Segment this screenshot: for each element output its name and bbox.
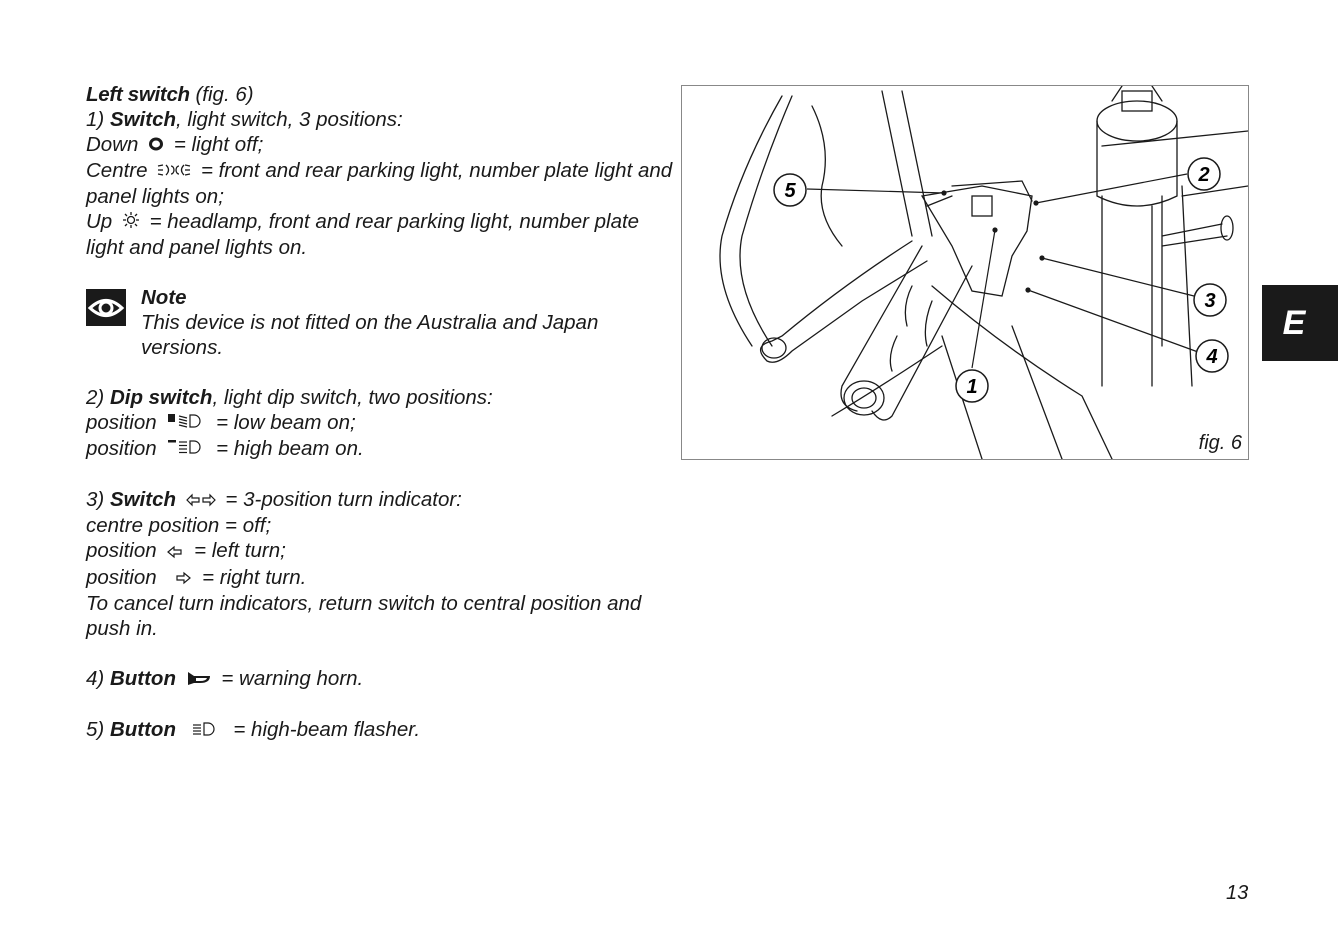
item-name: Switch	[109, 108, 177, 131]
position-text: = left turn;	[194, 539, 286, 563]
section-tab-label: E	[1282, 303, 1306, 342]
item-number: 5)	[86, 717, 105, 741]
item-number: 2)	[86, 386, 105, 410]
item-name: Switch	[109, 488, 177, 512]
item-number: 1)	[86, 108, 105, 131]
turn-indicator-icon	[186, 488, 216, 513]
note-text: This device is not fitted on the Australia and Japan versions.	[141, 311, 599, 360]
position-label: position	[86, 539, 157, 563]
parking-light-icon	[157, 159, 191, 184]
note-title: Note	[141, 286, 187, 310]
item-name: Button	[109, 717, 176, 741]
handlebar-illustration	[682, 86, 1248, 459]
item-desc: = warning horn.	[221, 666, 364, 690]
eye-icon	[86, 289, 126, 326]
section-title: Left switch	[86, 83, 190, 106]
position-text: = headlamp, front and rear parking light, number plate light and panel lights on.	[86, 210, 640, 260]
position-text: = high beam on.	[216, 437, 364, 461]
item4-line	[86, 666, 676, 692]
page-number: 13	[1226, 882, 1249, 904]
item1-line	[86, 107, 676, 132]
item1-centre	[86, 158, 676, 209]
position-label: position	[86, 565, 157, 589]
item3-line	[86, 487, 676, 513]
position-label: position	[86, 437, 157, 461]
figure-reference: (fig. 6)	[195, 83, 254, 106]
position-text: = light off;	[173, 133, 264, 156]
item-number: 3)	[86, 488, 105, 512]
section-heading	[86, 82, 676, 107]
figure-caption: fig. 6	[1198, 432, 1242, 454]
callout-4	[1196, 340, 1228, 372]
item1-down	[86, 132, 676, 158]
note-block	[86, 285, 676, 360]
svg-text:5: 5	[784, 180, 796, 202]
item-name: Button	[109, 666, 176, 690]
svg-text:1: 1	[966, 376, 978, 398]
item1-up	[86, 209, 676, 260]
horn-icon	[186, 667, 212, 692]
text-column	[86, 82, 676, 743]
position-text: = right turn.	[202, 565, 307, 589]
item2-line	[86, 385, 676, 410]
item-number: 4)	[86, 666, 105, 690]
callout-3	[1194, 284, 1226, 316]
position-label: Down	[86, 133, 139, 156]
item-desc: , light switch, 3 positions:	[176, 108, 403, 131]
left-arrow-icon	[166, 540, 184, 565]
high-beam-icon	[166, 437, 206, 462]
item-desc: = high-beam flasher.	[233, 717, 421, 741]
position-label: position	[86, 411, 157, 435]
callout-5	[774, 174, 806, 206]
callout-1	[956, 370, 988, 402]
high-beam-flasher-icon	[192, 718, 216, 743]
svg-text:2: 2	[1198, 164, 1210, 186]
item3-left	[86, 538, 676, 564]
position-text: = front and rear parking light, number plate light and panel lights on;	[86, 159, 673, 209]
section-tab	[1262, 285, 1338, 361]
item3-right	[86, 565, 676, 591]
item2-pos2	[86, 436, 676, 462]
item3-cancel: To cancel turn indicators, return switch to central position and push in.	[86, 591, 642, 640]
position-label: Up	[86, 210, 113, 234]
item-name: Dip switch	[109, 386, 213, 410]
item2-pos1	[86, 410, 676, 436]
item5-line	[86, 717, 676, 743]
position-label: Centre	[86, 159, 148, 183]
low-beam-icon	[166, 411, 206, 436]
item-desc: , light dip switch, two positions:	[212, 386, 493, 410]
svg-text:4: 4	[1206, 346, 1218, 368]
light-off-icon	[148, 133, 164, 158]
callout-2	[1188, 158, 1220, 190]
figure-6	[681, 85, 1249, 460]
item3-centre: centre position = off;	[86, 514, 272, 538]
right-arrow-icon	[174, 566, 192, 591]
item-desc: = 3-position turn indicator:	[225, 488, 462, 512]
position-text: = low beam on;	[216, 411, 356, 435]
svg-text:3: 3	[1204, 290, 1216, 312]
headlamp-sun-icon	[122, 210, 140, 235]
